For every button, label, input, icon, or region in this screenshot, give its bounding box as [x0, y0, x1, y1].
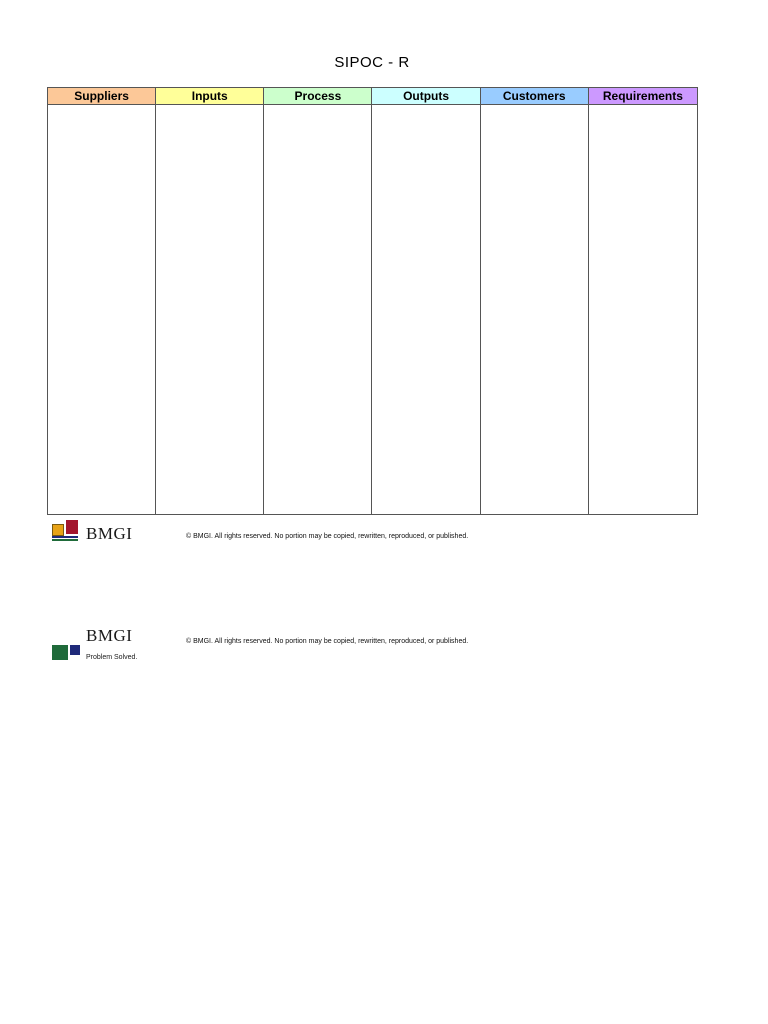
- logo-square-navy: [70, 645, 80, 655]
- logo-text: BMGI: [86, 524, 133, 543]
- process-cell[interactable]: [264, 105, 372, 514]
- header-process: Process: [264, 88, 372, 105]
- header-suppliers: Suppliers: [48, 88, 156, 105]
- customers-cell[interactable]: [481, 105, 589, 514]
- suppliers-cell[interactable]: [48, 105, 156, 514]
- page-title: SIPOC - R: [334, 54, 410, 71]
- logo-stripe-blue: [52, 536, 78, 538]
- footer-logo-bottom: [52, 626, 162, 664]
- header-customers: Customers: [481, 88, 589, 105]
- requirements-cell[interactable]: [589, 105, 697, 514]
- logo-text-cropped: BMGI: [86, 626, 133, 645]
- copyright-text-bottom: © BMGI. All rights reserved. No portion may be copied, rewritten, reproduced, or published.: [186, 638, 469, 645]
- copyright-text-top: © BMGI. All rights reserved. No portion may be copied, rewritten, reproduced, or published.: [186, 533, 469, 540]
- logo-square-orange: [52, 524, 64, 536]
- logo-tagline: Problem Solved.: [86, 654, 138, 661]
- header-outputs: Outputs: [372, 88, 480, 105]
- header-inputs: Inputs: [156, 88, 264, 105]
- sipoc-table: [47, 87, 698, 515]
- outputs-cell[interactable]: [372, 105, 480, 514]
- inputs-cell[interactable]: [156, 105, 264, 514]
- logo-stripe-green: [52, 539, 78, 541]
- footer-logo-top: [52, 520, 162, 542]
- logo-square-red: [66, 520, 78, 534]
- logo-square-green: [52, 645, 68, 660]
- header-requirements: Requirements: [589, 88, 697, 105]
